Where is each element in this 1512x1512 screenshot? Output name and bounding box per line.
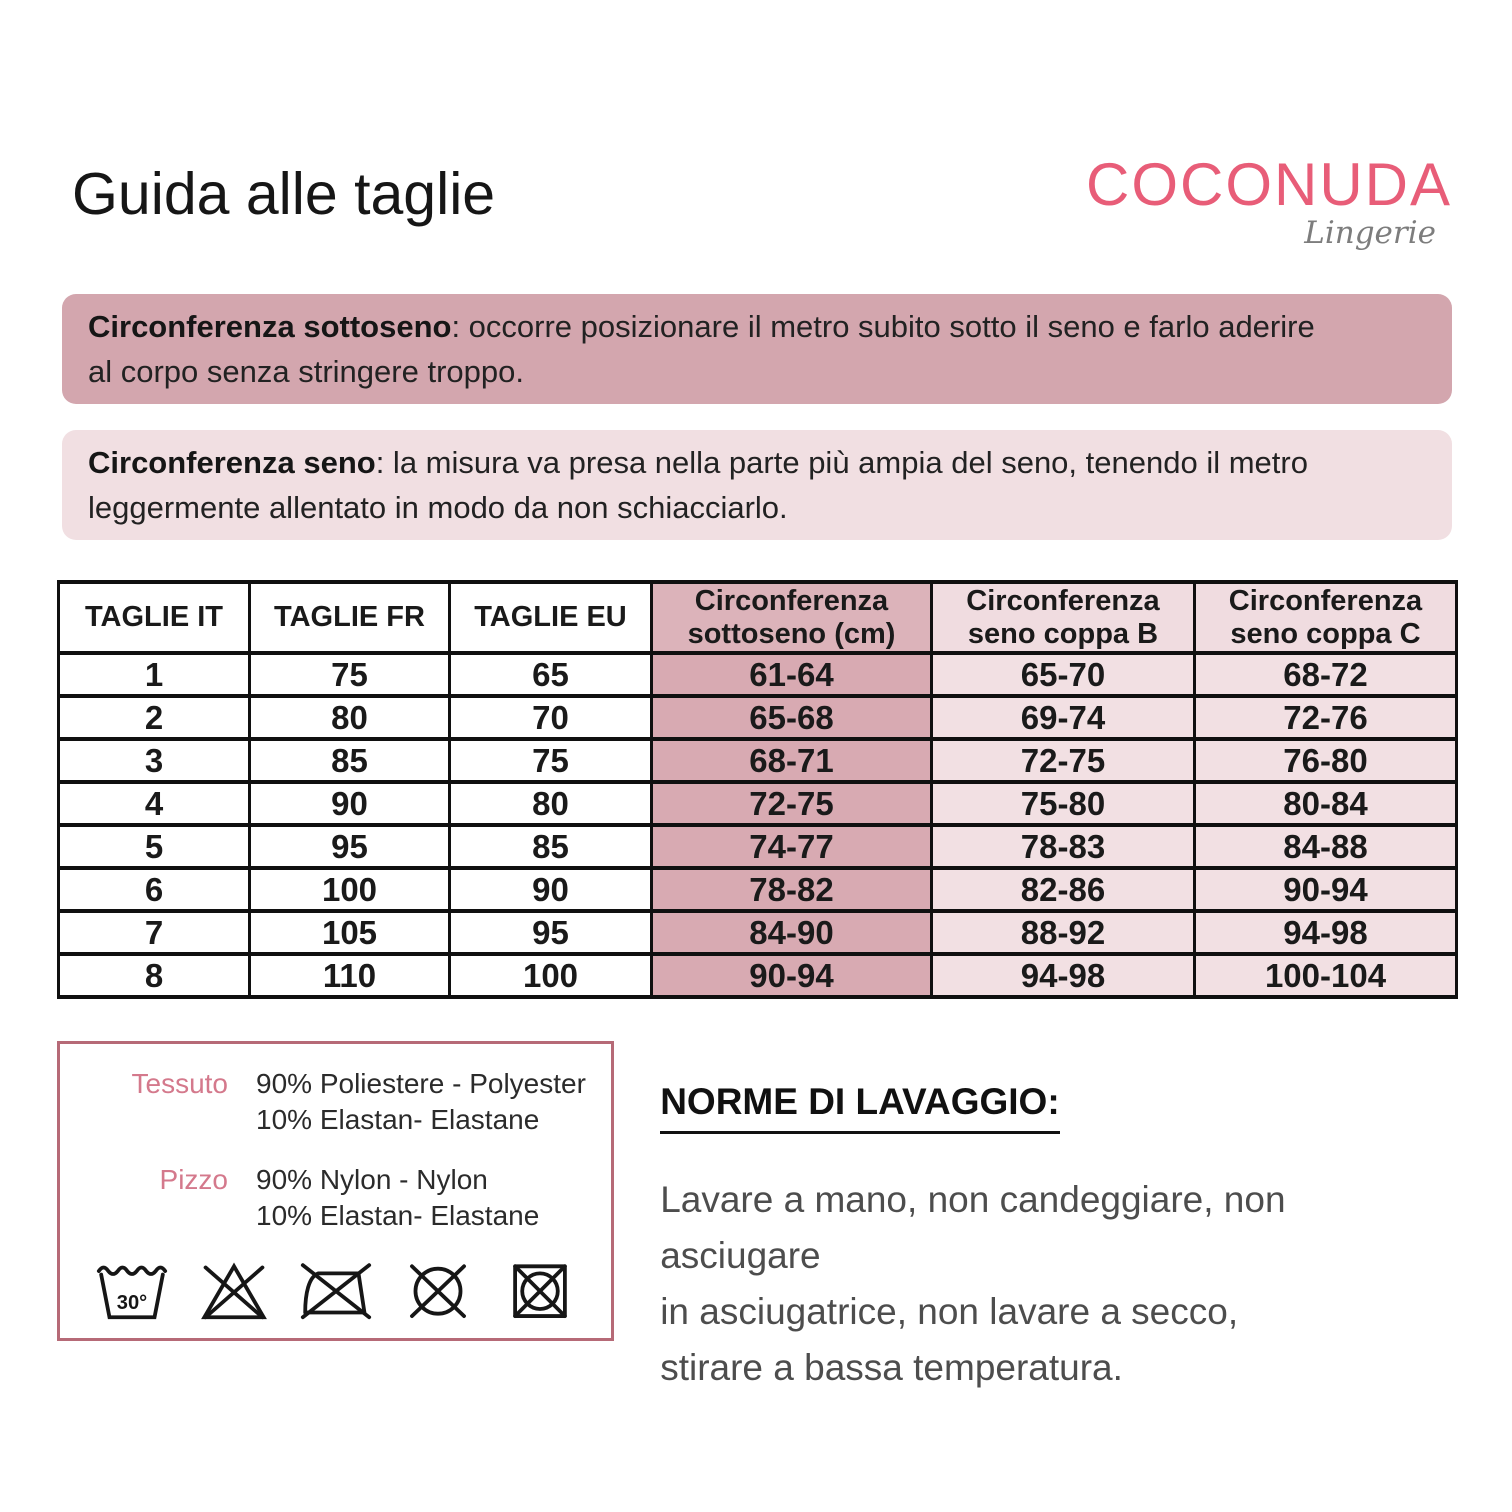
table-cell: 72-76 [1195,696,1457,739]
table-cell: 61-64 [652,653,932,696]
size-table-body [59,653,1457,997]
no-dry-clean-icon [399,1258,477,1322]
info-box-sottoseno [62,294,1452,404]
info-box-sottoseno-term: Circonferenza sottoseno [88,309,452,344]
fabric-care-box [57,1041,614,1341]
table-cell: 69-74 [932,696,1195,739]
table-cell: 84-88 [1195,825,1457,868]
table-row [59,825,1457,868]
table-cell: 100 [450,954,652,997]
care-label: Pizzo [159,1164,228,1195]
table-cell: 75-80 [932,782,1195,825]
info-box-sottoseno-text: : occorre posizionare il metro subito sotto il seno e farlo aderire [451,309,1315,344]
table-cell: 95 [250,825,450,868]
table-cell: 75 [450,739,652,782]
washing-line: Lavare a mano, non candeggiare, non asciugare [660,1179,1286,1276]
table-cell: 68-72 [1195,653,1457,696]
table-cell: 74-77 [652,825,932,868]
table-cell: 76-80 [1195,739,1457,782]
table-cell: 82-86 [932,868,1195,911]
table-cell: 85 [450,825,652,868]
no-bleach-icon [195,1258,273,1322]
column-header: Circonferenza seno coppa C [1195,582,1457,653]
care-row [78,1066,593,1138]
table-cell: 6 [59,868,250,911]
page-title: Guida alle taglie [72,161,496,227]
column-header: TAGLIE IT [59,582,250,653]
size-table-wrap [57,580,1455,999]
table-cell: 100-104 [1195,954,1457,997]
table-cell: 65-70 [932,653,1195,696]
table-cell: 95 [450,911,652,954]
table-cell: 8 [59,954,250,997]
table-cell: 100 [250,868,450,911]
table-cell: 80 [250,696,450,739]
table-cell: 2 [59,696,250,739]
table-cell: 90 [250,782,450,825]
table-cell: 7 [59,911,250,954]
size-table [57,580,1458,999]
table-row [59,782,1457,825]
table-cell: 105 [250,911,450,954]
table-row [59,696,1457,739]
table-cell: 72-75 [932,739,1195,782]
table-cell: 80-84 [1195,782,1457,825]
info-box-seno [62,430,1452,540]
table-row [59,868,1457,911]
table-cell: 78-82 [652,868,932,911]
table-cell: 75 [250,653,450,696]
brand-logo [1086,148,1452,251]
table-cell: 5 [59,825,250,868]
info-box-seno-text: : la misura va presa nella parte più ampia del seno, tenendo il metro [375,445,1308,480]
table-cell: 84-90 [652,911,932,954]
column-header: Circonferenza seno coppa B [932,582,1195,653]
table-cell: 90-94 [652,954,932,997]
table-cell: 85 [250,739,450,782]
no-tumble-dry-icon [501,1258,579,1322]
care-composition: 90% Nylon - Nylon 10% Elastan- Elastane [256,1164,540,1231]
header [0,0,1512,266]
size-table-header-row [59,582,1457,653]
washing-line: stirare a bassa temperatura. [660,1347,1123,1388]
washing-line: in asciugatrice, non lavare a secco, [660,1291,1239,1332]
table-cell: 65-68 [652,696,932,739]
care-icons-row [78,1258,593,1322]
brand-name: COCONUDA [1085,151,1452,218]
table-row [59,954,1457,997]
no-iron-icon [297,1258,375,1322]
table-cell: 4 [59,782,250,825]
info-box-sottoseno-text-2: al corpo senza stringere troppo. [88,354,524,389]
column-header: TAGLIE EU [450,582,652,653]
info-box-seno-term: Circonferenza seno [88,445,376,480]
table-cell: 70 [450,696,652,739]
table-cell: 88-92 [932,911,1195,954]
washing-norms-section [660,1041,1455,1396]
table-cell: 78-83 [932,825,1195,868]
washing-instructions [660,1172,1455,1396]
table-cell: 90 [450,868,652,911]
wash-temp-label: 30° [116,1291,147,1314]
column-header: TAGLIE FR [250,582,450,653]
table-cell: 72-75 [652,782,932,825]
table-cell: 3 [59,739,250,782]
info-box-seno-text-2: leggermente allentato in modo da non schiacciarlo. [88,490,788,525]
table-row [59,653,1457,696]
care-composition: 90% Poliestere - Polyester 10% Elastan- Elastane [256,1068,586,1135]
table-cell: 94-98 [1195,911,1457,954]
table-cell: 68-71 [652,739,932,782]
wash-30-icon [93,1258,171,1322]
table-cell: 110 [250,954,450,997]
care-row [78,1162,593,1234]
table-cell: 65 [450,653,652,696]
washing-norms-heading: NORME DI LAVAGGIO: [660,1081,1059,1134]
table-cell: 80 [450,782,652,825]
table-row [59,911,1457,954]
column-header: Circonferenza sottoseno (cm) [652,582,932,653]
care-rows [78,1066,593,1234]
table-cell: 90-94 [1195,868,1457,911]
bottom-section [57,1041,1455,1396]
brand-tagline: Lingerie [1304,215,1436,251]
care-label: Tessuto [131,1068,228,1099]
table-row [59,739,1457,782]
table-cell: 94-98 [932,954,1195,997]
table-cell: 1 [59,653,250,696]
